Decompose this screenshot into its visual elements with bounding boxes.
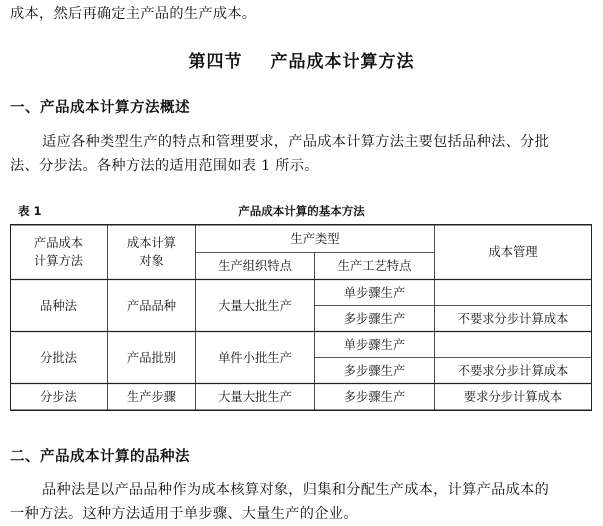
header-process-feature: 生产工艺特点 — [337, 259, 412, 273]
section-title-text: 产品成本计算方法 — [270, 52, 415, 72]
row-1-mgmt-b: 不要求分步计算成本 — [457, 311, 569, 326]
row-2-mgmt-b: 不要求分步计算成本 — [457, 363, 569, 378]
table-number: 表 1 — [18, 204, 42, 218]
row-2-method: 分批法 — [40, 350, 77, 365]
row-3-object: 生产步骤 — [126, 390, 177, 404]
row-2-object: 产品批别 — [126, 350, 177, 365]
header-production-type: 生产类型 — [290, 231, 340, 246]
row-3-mgmt: 要求分步计算成本 — [463, 390, 563, 404]
row-2-mgmt-a — [435, 332, 591, 357]
header-cost-mgmt: 成本管理 — [488, 245, 538, 259]
paragraph-overview-line-1: 适应各种类型生产的特点和管理要求，产品成本计算方法主要包括品种法、分批 — [42, 134, 550, 150]
row-1-method: 品种法 — [40, 298, 77, 313]
row-2-process-a: 单步骤生产 — [343, 337, 406, 352]
heading-overview: 一、产品成本计算方法概述 — [10, 100, 190, 116]
header-object: 成本计算 对象 — [126, 236, 177, 268]
row-1-process-b: 多步骤生产 — [343, 311, 406, 326]
paragraph-variety-line-2: 一种方法。这种方法适用于单步骤、大量生产的企业。 — [10, 506, 358, 522]
header-method: 产品成本 计算方法 — [33, 236, 84, 268]
section-title — [0, 47, 603, 72]
continuation-line: 成本，然后再确定主产品的生产成本。 — [10, 6, 257, 22]
row-3-org: 大量大批生产 — [218, 390, 292, 404]
row-1-org: 大量大批生产 — [218, 298, 292, 313]
section-number: 第四节 — [188, 52, 243, 72]
row-3-method: 分步法 — [40, 390, 77, 404]
header-org-feature: 生产组织特点 — [218, 259, 292, 273]
row-3-process: 多步骤生产 — [343, 390, 406, 404]
row-2-process-b: 多步骤生产 — [343, 363, 406, 378]
table-title: 产品成本计算的基本方法 — [238, 204, 365, 218]
row-2-org: 单件小批生产 — [218, 350, 292, 365]
paragraph-variety-line-1: 品种法是以产品品种作为成本核算对象，归集和分配生产成本，计算产品成本的 — [42, 482, 550, 498]
cost-method-table — [10, 224, 592, 411]
row-1-object: 产品品种 — [126, 298, 177, 313]
paragraph-overview-line-2: 法、分步法。各种方法的适用范围如表 1 所示。 — [10, 158, 319, 174]
heading-variety-method: 二、产品成本计算的品种法 — [10, 449, 190, 465]
row-1-mgmt-a — [435, 280, 591, 305]
row-1-process-a: 单步骤生产 — [343, 285, 406, 300]
